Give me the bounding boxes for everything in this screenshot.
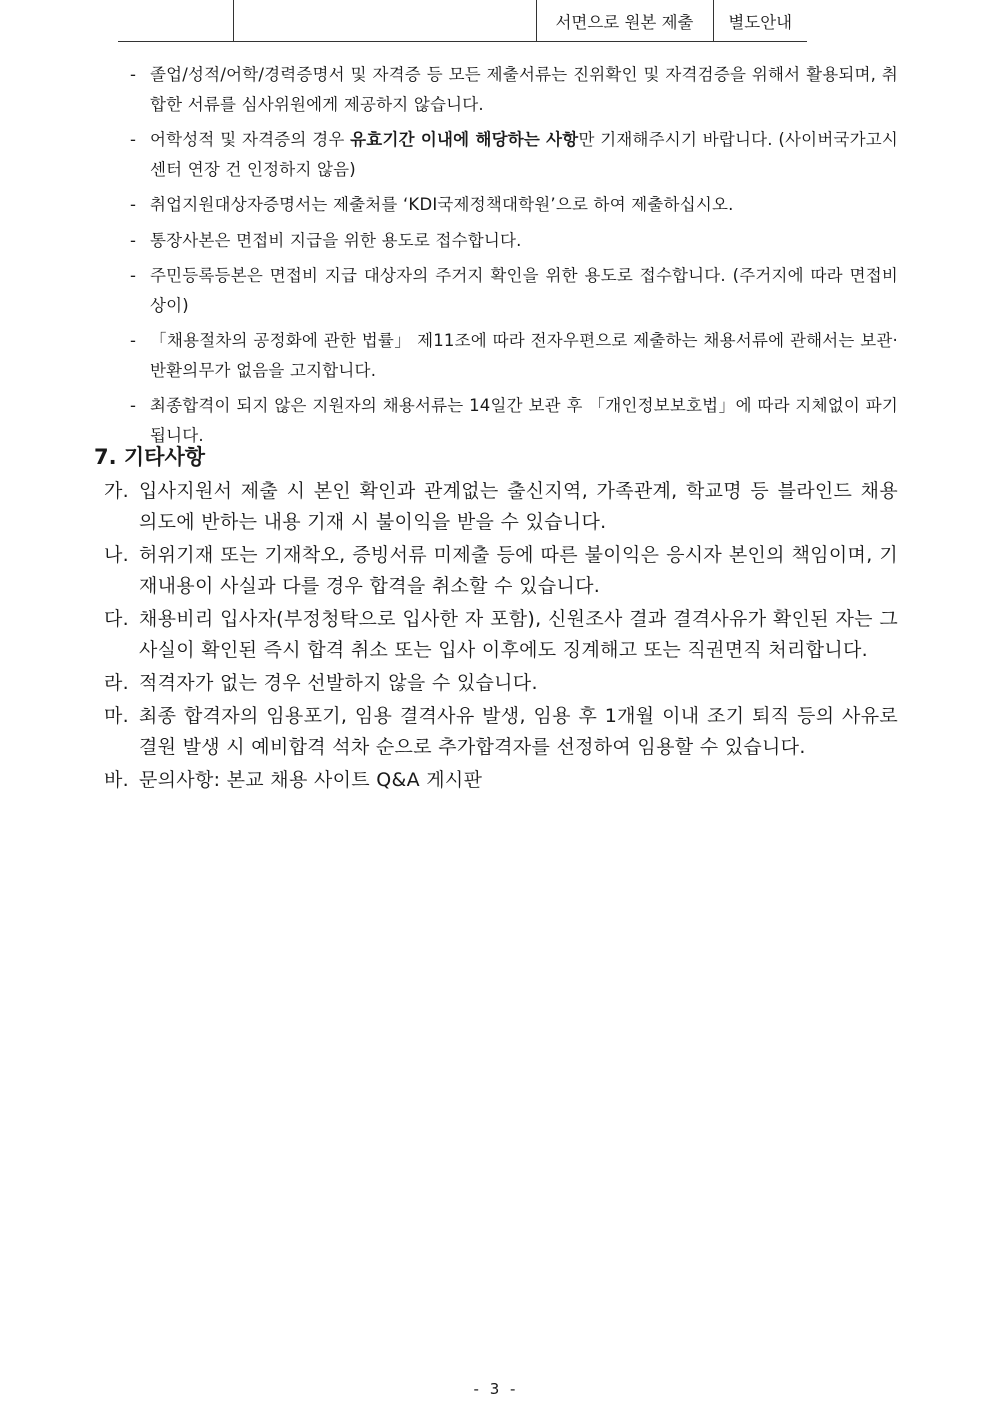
note-dash: - (130, 230, 137, 250)
note-dash: - (130, 130, 137, 149)
item-text: 적격자가 없는 경우 선발하지 않을 수 있습니다. (139, 672, 538, 694)
list-item (104, 765, 898, 796)
list-item (104, 668, 898, 699)
note-text-after: 만 기재해주시기 바랍니다. (사이버국가고시센터 연장 건 인정하지 않음) (150, 130, 899, 179)
table-row (118, 0, 807, 42)
note-text-emphasis: 유효기간 이내에 해당하는 사항 (350, 130, 579, 149)
note-dash: - (130, 266, 137, 285)
item-text: 채용비리 입사자(부정청탁으로 입사한 자 포함), 신원조사 결과 결격사유가 확인된 자는 그 사실이 확인된 즉시 합격 취소 또는 입사 이후에도 징계해고 또는 직권면직 처리합니다. (139, 608, 898, 661)
note-text: 최종합격이 되지 않은 지원자의 채용서류는 14일간 보관 후 「개인정보보호법」에 따라 지체없이 파기됩니다. (150, 396, 898, 445)
note-item (130, 326, 898, 385)
note-text: 졸업/성적/어학/경력증명서 및 자격증 등 모든 제출서류는 진위확인 및 자격검증을 위해서 활용되며, 취합한 서류를 심사위원에게 제공하지 않습니다. (150, 65, 898, 114)
item-text: 최종 합격자의 임용포기, 임용 결격사유 발생, 임용 후 1개월 이내 조기 퇴직 등의 사유로 결원 발생 시 예비합격 석차 순으로 추가합격자를 선정하여 임용할 수 있습니다. (139, 705, 898, 758)
note-dash: - (130, 331, 137, 350)
note-text: 주민등록등본은 면접비 지급 대상자의 주거지 확인을 위한 용도로 접수합니다. (주거지에 따라 면접비 상이) (150, 266, 898, 315)
note-item (130, 125, 898, 184)
notice-cell: 별도안내 (713, 0, 807, 42)
item-marker: 라. (104, 672, 129, 694)
submission-notes-list (130, 60, 898, 456)
submit-method-cell: 서면으로 원본 제출 (536, 0, 713, 42)
item-text: 문의사항: 본교 채용 사이트 Q&A 게시판 (139, 769, 483, 791)
list-item (104, 701, 898, 763)
note-text-before: 어학성적 및 자격증의 경우 (150, 130, 351, 149)
list-item (104, 476, 898, 538)
item-text: 입사지원서 제출 시 본인 확인과 관계없는 출신지역, 가족관계, 학교명 등 블라인드 채용 의도에 반하는 내용 기재 시 불이익을 받을 수 있습니다. (139, 480, 898, 533)
table-cell-empty (118, 0, 233, 42)
section-title: 7. 기타사항 (94, 445, 206, 469)
item-marker: 다. (104, 608, 129, 630)
note-dash: - (130, 396, 137, 415)
note-item (130, 226, 898, 256)
misc-items-list (104, 476, 898, 798)
page-number: - 3 - (473, 1380, 519, 1398)
note-item (130, 190, 898, 220)
item-marker: 마. (104, 705, 129, 727)
list-item (104, 540, 898, 602)
item-text: 허위기재 또는 기재착오, 증빙서류 미제출 등에 따른 불이익은 응시자 본인의 책임이며, 기재내용이 사실과 다를 경우 합격을 취소할 수 있습니다. (139, 544, 898, 597)
table-cell-empty (233, 0, 536, 42)
note-item (130, 60, 898, 119)
note-item (130, 391, 898, 450)
item-marker: 나. (104, 544, 129, 566)
note-text: 취업지원대상자증명서는 제출처를 ‘KDI국제정책대학원’으로 하여 제출하십시오. (150, 195, 734, 214)
note-item (130, 261, 898, 320)
note-text: 「채용절차의 공정화에 관한 법률」 제11조에 따라 전자우편으로 제출하는 채용서류에 관해서는 보관·반환의무가 없음을 고지합니다. (150, 331, 898, 380)
item-marker: 바. (104, 769, 129, 791)
item-marker: 가. (104, 480, 129, 502)
note-text: 통장사본은 면접비 지급을 위한 용도로 접수합니다. (150, 230, 522, 250)
document-table-fragment (118, 0, 807, 42)
note-dash: - (130, 65, 137, 84)
note-dash: - (130, 195, 137, 214)
list-item (104, 604, 898, 666)
